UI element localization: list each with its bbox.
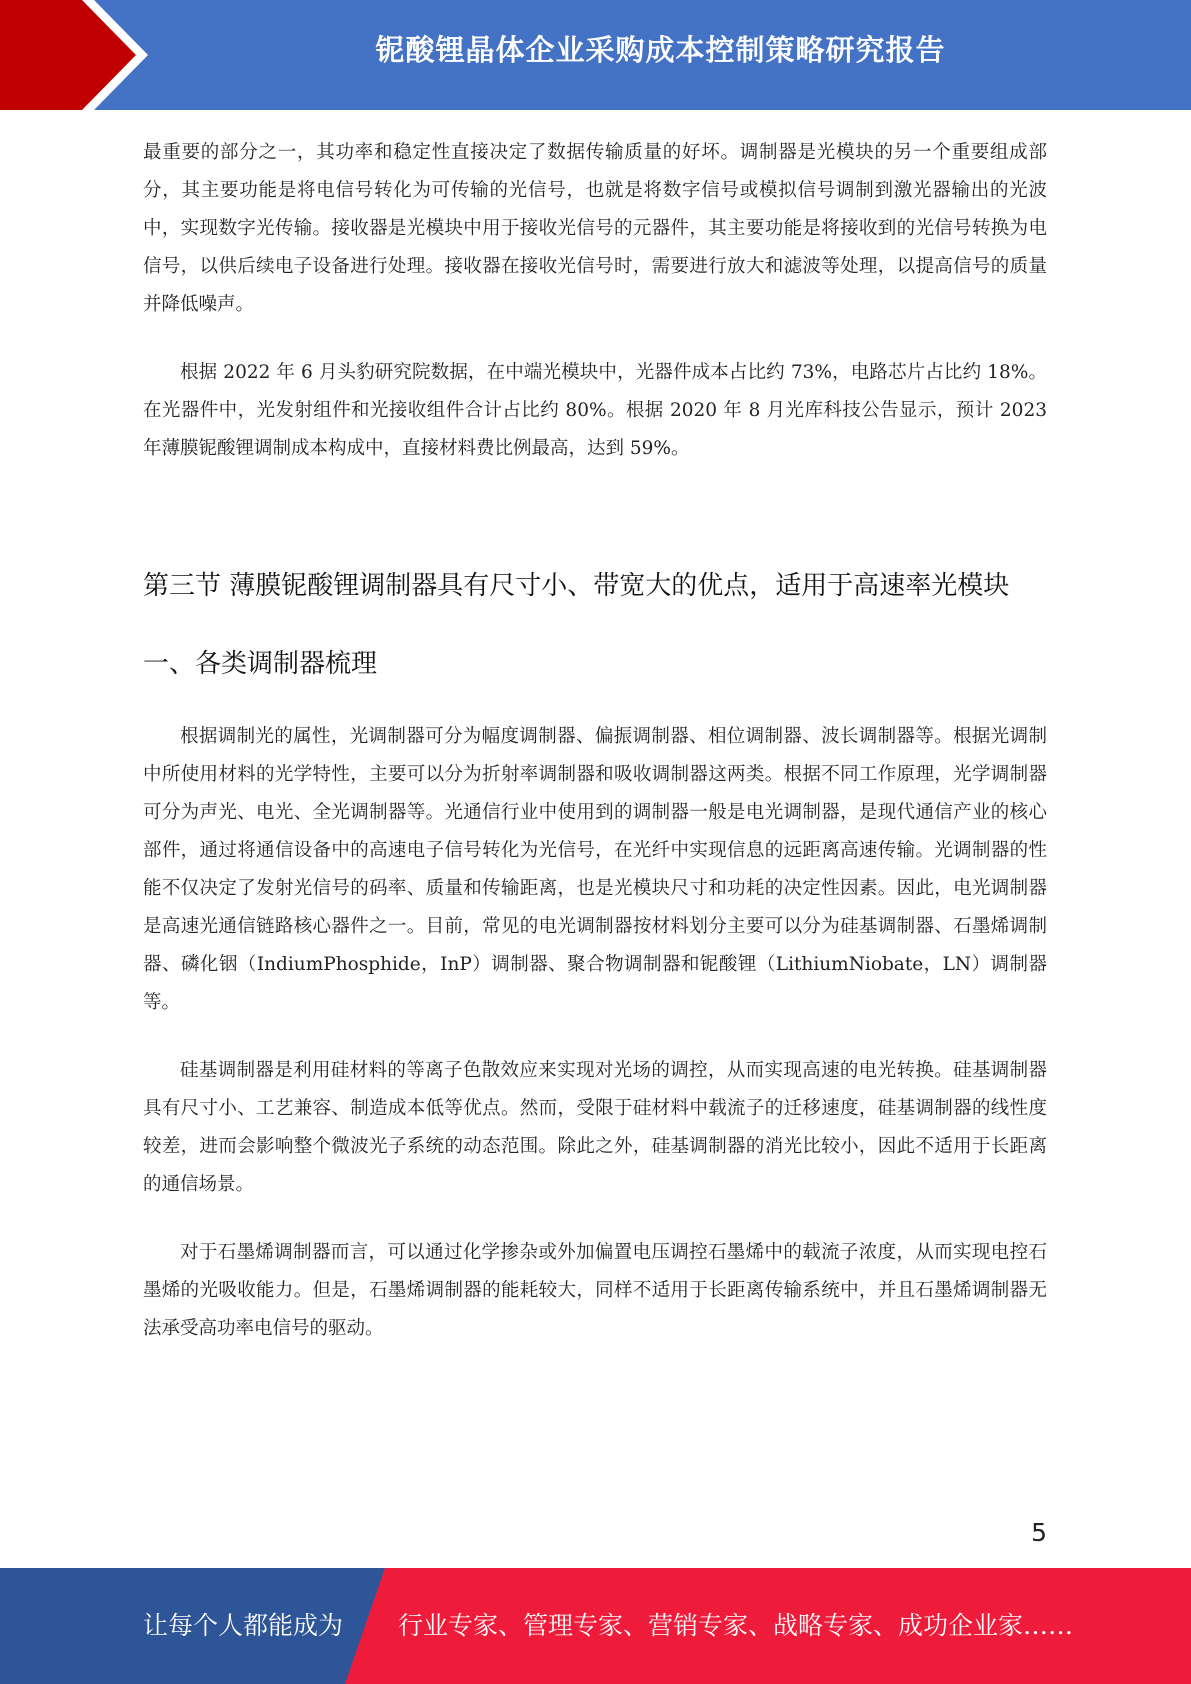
page-content <box>143 134 1047 1348</box>
footer-slogan-left: 让每个人都能成为 <box>143 1611 344 1640</box>
section-heading: 第三节 薄膜铌酸锂调制器具有尺寸小、带宽大的优点，适用于高速率光模块 <box>143 571 1010 601</box>
report-title: 铌酸锂晶体企业采购成本控制策略研究报告 <box>375 33 946 67</box>
body-paragraph-3: 根据调制光的属性，光调制器可分为幅度调制器、偏振调制器、相位调制器、波长调制器等。根据光调制中所使用材料的光学特性，主要可以分为折射率调制器和吸收调制器这两类。根据不同工作原理，光学调制器可分为声光、电光、全光调制器等。光通信行业中使用到的调制器一般是电光调制器，是现代通信产业的核心部件，通过将通信设备中的高速电子信号转化为光信号，在光纤中实现信息的远距离高速传输。光调制器的性能不仅决定了发射光信号的码率、质量和传输距离，也是光模块尺寸和功耗的决定性因素。因此，电光调制器是高速光通信链路核心器件之一。目前，常见的电光调制器按材料划分主要可以分为硅基调制器、石墨烯调制器、磷化铟（IndiumPhosphide，InP）调制器、聚合物调制器和铌酸锂（LithiumNiobate，LN）调制器等。 <box>143 726 1047 1013</box>
page-header <box>0 0 1191 110</box>
footer-slogan-right: 行业专家、管理专家、营销专家、战略专家、成功企业家…… <box>398 1611 1074 1640</box>
body-paragraph-2: 根据 2022 年 6 月头豹研究院数据，在中端光模块中，光器件成本占比约 73%，电路芯片占比约 18%。在光器件中，光发射组件和光接收组件合计占比约 80%。根据 2020 年 8 月光库科技公告显示，预计 2023 年薄膜铌酸锂调制成本构成中，直接材料费比例最高，达到 59%。 <box>143 362 1047 459</box>
page-footer <box>0 1568 1191 1684</box>
page-number: 5 <box>1031 1518 1047 1547</box>
body-paragraph-5: 对于石墨烯调制器而言，可以通过化学掺杂或外加偏置电压调控石墨烯中的载流子浓度，从而实现电控石墨烯的光吸收能力。但是，石墨烯调制器的能耗较大，同样不适用于长距离传输系统中，并且石墨烯调制器无法承受高功率电信号的驱动。 <box>143 1242 1047 1339</box>
subsection-heading: 一、各类调制器梳理 <box>143 649 378 679</box>
header-chevron-decoration <box>0 0 160 110</box>
body-paragraph-4: 硅基调制器是利用硅材料的等离子色散效应来实现对光场的调控，从而实现高速的电光转换。硅基调制器具有尺寸小、工艺兼容、制造成本低等优点。然而，受限于硅材料中载流子的迁移速度，硅基调制器的线性度较差，进而会影响整个微波光子系统的动态范围。除此之外，硅基调制器的消光比较小，因此不适用于长距离的通信场景。 <box>143 1060 1047 1195</box>
body-paragraph-1: 最重要的部分之一，其功率和稳定性直接决定了数据传输质量的好坏。调制器是光模块的另一个重要组成部分，其主要功能是将电信号转化为可传输的光信号，也就是将数字信号或模拟信号调制到激光器输出的光波中，实现数字光传输。接收器是光模块中用于接收光信号的元器件，其主要功能是将接收到的光信号转换为电信号，以供后续电子设备进行处理。接收器在接收光信号时，需要进行放大和滤波等处理，以提高信号的质量并降低噪声。 <box>143 142 1047 315</box>
